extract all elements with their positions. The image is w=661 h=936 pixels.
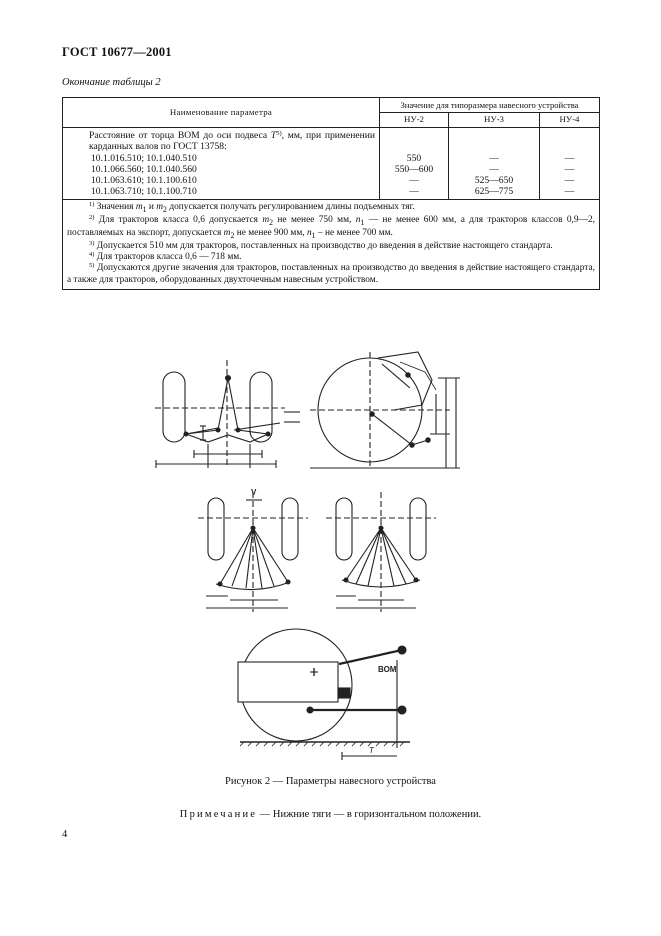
nu4-column-header: НУ-4 [540, 112, 600, 127]
values-column-header: Значение для типоразмера навесного устройства [380, 98, 600, 113]
param-cell: Расстояние от торца ВОМ до оси подвеса $T^{5)}$, мм, при применении карданных валов по ГОСТ 13758: 10.1.016.510; 10.1.040.510 10.1.066.560; 10.1.040.560 10.1.063.610; 10.1.100.610 10.1.063.710; 10.1.100.710 [63, 127, 380, 199]
label-bom: ВОМ [378, 665, 397, 674]
nu4-values: — — — — [540, 127, 600, 199]
shaft-label: 10.1.016.510; 10.1.040.510 [91, 152, 197, 164]
footnotes [63, 199, 600, 289]
page-number: 4 [62, 829, 68, 840]
footnote-1: $^{1)}$ Значения $m_1$ и $m_2$ допускается получать регулированием длины подъемных тяг. [89, 200, 415, 214]
table-row [63, 127, 600, 199]
link-swing-diagram-right [326, 492, 436, 612]
footnote-4: $^{4)}$ Для тракторов класса 0,6 — 718 мм. [89, 251, 242, 263]
shaft-label: 10.1.063.710; 10.1.100.710 [91, 186, 197, 198]
figure-caption: Рисунок 2 — Параметры навесного устройства [225, 776, 436, 787]
param-column-header: Наименование параметра [63, 98, 380, 128]
standard-header: ГОСТ 10677—2001 [62, 45, 172, 59]
label-t: T [369, 746, 374, 755]
figure-note: Примечание — Нижние тяги — в горизонтальном положении. [179, 809, 482, 820]
footnote-3: $^{3)}$ Допускается 510 мм для тракторов, поставленных на производство до введения в действие настоящего стандарта. [89, 239, 553, 251]
nu3-values: — — 525—650 625—775 [449, 127, 540, 199]
tractor-side-view-diagram [238, 629, 410, 760]
table-continuation-label: Окончание таблицы 2 [62, 77, 161, 88]
parameters-table [62, 97, 600, 290]
label-v: V [251, 488, 257, 497]
hitch-parameters-figure [150, 350, 480, 760]
footnote-5: $^{5)}$ Допускаются другие значения для тракторов, поставленных на производство до введения в действие настоящего стандарта, а также для тракторов, оборудованных двухточечным навесным устройством. [67, 262, 595, 285]
link-swing-diagram-left [198, 492, 308, 612]
side-view-linkage-diagram [310, 352, 460, 468]
shaft-label: 10.1.066.560; 10.1.040.560 [91, 163, 197, 175]
footnote-2: $^{2)}$ Для тракторов класса 0,6 допускается $m_2$ не менее 750 мм, $n_1$ — не менее 600 мм, а для тракторов классов 0,9—2, поставляемых на экспорт, допускается $m_2$ не менее 900 мм, $n_1$ – не менее 700 мм. [67, 213, 595, 240]
shaft-label: 10.1.063.610; 10.1.100.610 [91, 175, 197, 187]
nu2-values: 550 550—600 — — [380, 127, 449, 199]
nu3-column-header: НУ-3 [449, 112, 540, 127]
rear-view-hitch-diagram [155, 360, 300, 468]
nu2-column-header: НУ-2 [380, 112, 449, 127]
